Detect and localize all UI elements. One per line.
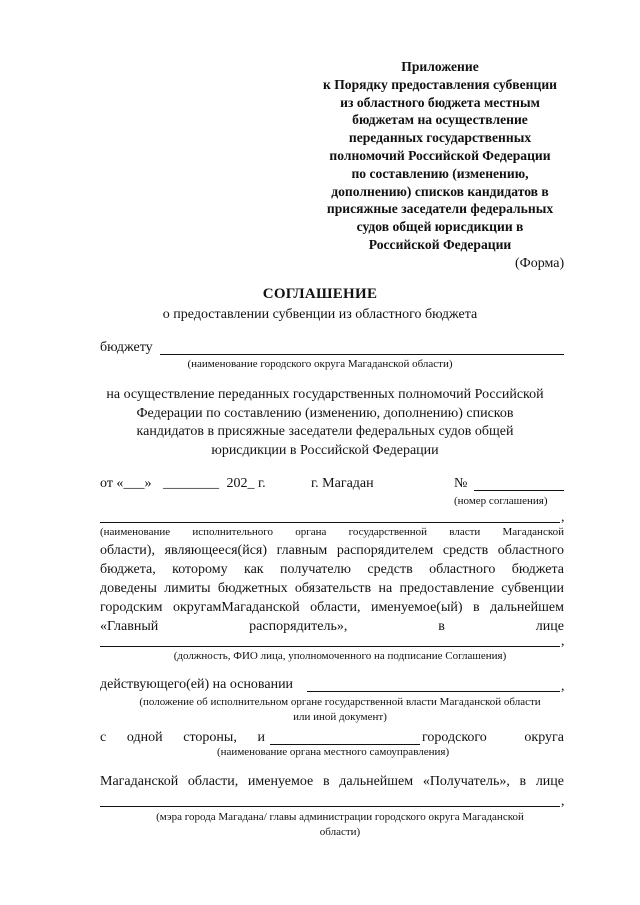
comma: , xyxy=(561,510,565,525)
day-blank: ___ xyxy=(123,476,145,491)
recipient-hint-line: области) xyxy=(319,826,361,838)
body-line: области), являющееся(йся) главным распорядителем средств областного xyxy=(100,543,564,558)
official-hint: (должность, ФИО лица, уполномоченного на подписание Соглашения) xyxy=(173,650,507,662)
purpose-line: на осуществление переданных государственных полномочий Российской xyxy=(106,387,544,402)
party-hint: (наименование органа местного самоуправления) xyxy=(217,746,450,758)
appendix-line: к Порядку предоставления субвенции xyxy=(322,76,558,92)
appendix-line: полномочий Российской Федерации xyxy=(329,147,551,163)
document-subtitle: о предоставлении субвенции из областного бюджета xyxy=(162,307,478,322)
date-prefix: от « xyxy=(100,476,124,491)
city: г. Магадан xyxy=(311,476,374,491)
document-title: СОГЛАШЕНИЕ xyxy=(262,286,378,302)
budget-label: бюджету xyxy=(100,340,153,355)
purpose-line: кандидатов в присяжные заседатели федеральных судов общей xyxy=(136,424,514,439)
number-sign: № xyxy=(454,476,468,491)
executive-body-hint: (наименование исполнительного органа государственной власти Магаданской xyxy=(100,526,564,538)
body-line: «Главный распорядитель», в лице xyxy=(100,619,564,634)
appendix-line: бюджетам на осуществление xyxy=(352,112,528,128)
official-line xyxy=(100,646,560,647)
comma: , xyxy=(561,679,565,694)
appendix-line: Приложение xyxy=(401,59,479,74)
date-field xyxy=(100,476,266,492)
budget-blank-line xyxy=(160,354,564,355)
number-hint: (номер соглашения) xyxy=(454,495,548,507)
comma: , xyxy=(561,794,565,809)
body-line: городским округамМагаданской области, именуемое(ый) в дальнейшем xyxy=(100,600,564,615)
appendix-line: Российской Федерации xyxy=(368,236,512,252)
appendix-line: дополнению) списков кандидатов в xyxy=(331,183,549,199)
basis-hint-line: или иной документ) xyxy=(293,711,387,723)
purpose-block xyxy=(80,386,570,460)
basis-blank-line xyxy=(307,691,560,692)
recipient-hint-line: (мэра города Магадана/ главы администрации городского округа Магаданской xyxy=(156,811,524,823)
appendix-line: по составлению (изменению, xyxy=(351,165,529,181)
executive-body-line xyxy=(100,522,560,523)
recipient-blank-line xyxy=(100,806,560,807)
budget-hint: (наименование городского округа Магаданской области) xyxy=(187,358,453,370)
recipient-line: Магаданской области, именуемое в дальнейшем «Получатель», в лице xyxy=(100,774,564,789)
party-blank-line xyxy=(270,744,420,745)
basis-label: действующего(ей) на основании xyxy=(100,677,294,692)
appendix-line: из областного бюджета местным xyxy=(340,94,540,110)
party-text: с одной стороны, и xyxy=(100,730,265,745)
appendix-header xyxy=(300,58,580,254)
month-blank: ________ xyxy=(162,476,219,491)
number-blank-line xyxy=(474,490,564,491)
appendix-line: переданных государственных xyxy=(348,130,532,146)
basis-hint-line: (положение об исполнительном органе государственной власти Магаданской области xyxy=(139,696,541,708)
purpose-line: юрисдикции в Российской Федерации xyxy=(211,442,439,458)
appendix-line: судов общей юрисдикции в xyxy=(356,219,524,235)
body-line: доведены лимиты бюджетных обязательств на предоставление субвенции xyxy=(100,581,564,596)
appendix-line: присяжные заседатели федеральных xyxy=(326,201,554,217)
form-label: (Форма) xyxy=(515,256,565,271)
comma: , xyxy=(561,634,565,649)
body-line: бюджета, которому как получателю средств областного бюджета xyxy=(100,562,564,577)
year-text: 202_ г. xyxy=(226,476,266,491)
party-text-after: городского округа xyxy=(422,730,564,745)
date-close-quote: » xyxy=(144,476,152,491)
purpose-line: Федерации по составлению (изменению, дополнению) списков xyxy=(136,405,514,421)
